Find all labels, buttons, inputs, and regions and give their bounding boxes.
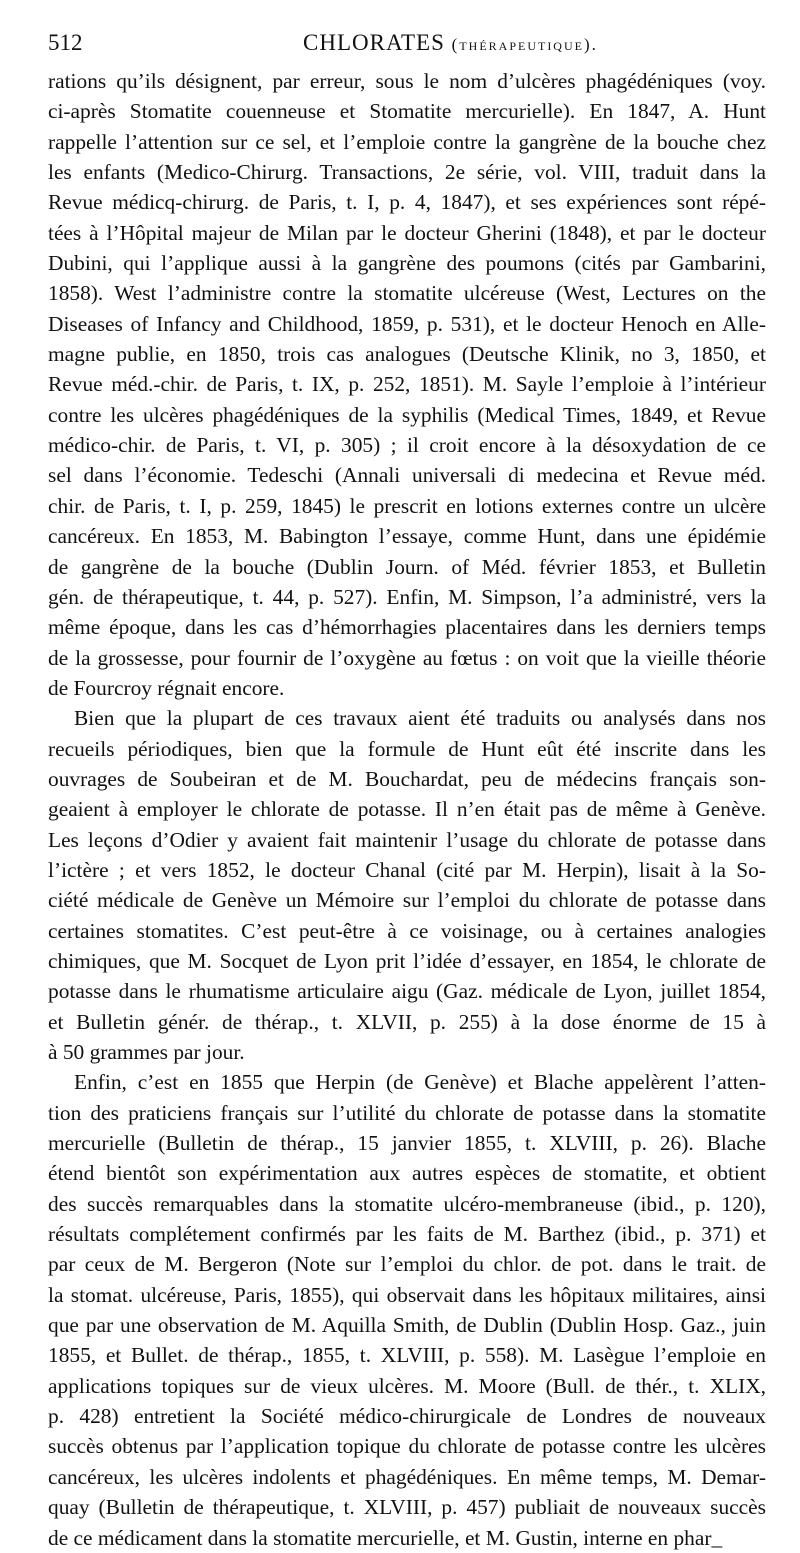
text-line: tion des praticiens français sur l’utilité du chlorate de potasse dans la stomatite: [48, 1100, 766, 1125]
text-line: des succès remarquables dans la stomatite ulcéro-membraneuse (ibid., p. 120),: [48, 1191, 766, 1216]
text-line: les enfants (Medico-Chirurg. Transactions, 2e série, vol. VIII, traduit dans la: [48, 160, 766, 185]
text-line: médico-chir. de Paris, t. VI, p. 305) ; il croit encore à la désoxydation de ce: [48, 433, 766, 458]
text-line: chir. de Paris, t. I, p. 259, 1845) le prescrit en lotions externes contre un ulcère: [48, 493, 766, 518]
body-text: [48, 66, 766, 1553]
text-line: rappelle l’attention sur ce sel, et l’emploie contre la gangrène de la bouche chez: [48, 129, 766, 154]
running-head: [48, 8, 764, 55]
text-line: même époque, dans les cas d’hémorrhagies placentaires dans les derniers temps: [48, 615, 766, 640]
text-line: résultats complétement confirmés par les faits de M. Barthez (ibid., p. 371) et: [48, 1222, 766, 1247]
text-line: recueils périodiques, bien que la formule de Hunt eût été inscrite dans les: [48, 736, 766, 761]
text-line: magne publie, en 1850, trois cas analogues (Deutsche Klinik, no 3, 1850, et: [48, 342, 766, 367]
page-number: 512: [48, 30, 83, 55]
text-line: ciété médicale de Genève un Mémoire sur l’emploi du chlorate de potasse dans: [48, 888, 766, 913]
paragraph: [48, 1067, 766, 1553]
text-line: Les leçons d’Odier y avaient fait maintenir l’usage du chlorate de potasse dans: [48, 827, 766, 852]
text-line: la stomat. ulcéreuse, Paris, 1855), qui observait dans les hôpitaux militaires, ainsi: [48, 1282, 766, 1307]
text-line: que par une observation de M. Aquilla Smith, de Dublin (Dublin Hosp. Gaz., juin: [48, 1313, 766, 1338]
text-line: Enfin, c’est en 1855 que Herpin (de Genève) et Blache appelèrent l’atten-: [74, 1070, 766, 1095]
text-line: ci-après Stomatite couenneuse et Stomatite mercurielle). En 1847, A. Hunt: [48, 99, 766, 124]
text-line: gén. de thérapeutique, t. 44, p. 527). Enfin, M. Simpson, l’a administré, vers la: [48, 584, 766, 609]
paragraph: [48, 703, 766, 1067]
text-line: Revue méd.-chir. de Paris, t. IX, p. 252, 1851). M. Sayle l’emploie à l’intérieur: [48, 372, 766, 397]
text-line: sel dans l’économie. Tedeschi (Annali universali di medecina et Revue méd.: [48, 463, 766, 488]
text-line: de gangrène de la bouche (Dublin Journ. of Méd. février 1853, et Bulletin: [48, 554, 766, 579]
text-line: de Fourcroy régnait encore.: [48, 675, 285, 700]
text-line: à 50 grammes par jour.: [48, 1040, 245, 1064]
running-title-subtitle: (thérapeutique).: [451, 35, 598, 54]
text-line: applications topiques sur de vieux ulcères. M. Moore (Bull. de thér., t. XLIX,: [48, 1373, 766, 1398]
text-line: contre les ulcères phagédéniques de la syphilis (Medical Times, 1849, et Revue: [48, 402, 766, 427]
text-line: chimiques, que M. Socquet de Lyon prit l’idée d’essayer, en 1854, le chlorate de: [48, 948, 766, 973]
text-line: 1858). West l’administre contre la stomatite ulcéreuse (West, Lectures on the: [48, 281, 766, 306]
text-line: rations qu’ils désignent, par erreur, sous le nom d’ulcères phagédéniques (voy.: [48, 69, 766, 93]
text-line: quay (Bulletin de thérapeutique, t. XLVIII, p. 457) publiait de nouveaux succès: [48, 1495, 766, 1520]
text-line: de ce médicament dans la stomatite mercurielle, et M. Gustin, interne en phar_: [48, 1525, 723, 1550]
text-line: tées à l’Hôpital majeur de Milan par le docteur Gherini (1848), et par le docteur: [48, 220, 766, 245]
text-line: et Bulletin génér. de thérap., t. XLVII, p. 255) à la dose énorme de 15 à: [48, 1009, 766, 1034]
text-line: 1855, et Bullet. de thérap., 1855, t. XLVIII, p. 558). M. Lasègue l’emploie en: [48, 1343, 766, 1368]
text-line: Bien que la plupart de ces travaux aient été traduits ou analysés dans nos: [74, 706, 766, 731]
text-line: potasse dans le rhumatisme articulaire aigu (Gaz. médicale de Lyon, juillet 1854,: [48, 979, 766, 1004]
text-line: mercurielle (Bulletin de thérap., 15 janvier 1855, t. XLVIII, p. 26). Blache: [48, 1131, 766, 1156]
text-line: succès obtenus par l’application topique du chlorate de potasse contre les ulcères: [48, 1434, 766, 1459]
text-line: ouvrages de Soubeiran et de M. Bouchardat, peu de médecins français son-: [48, 766, 766, 791]
text-line: certaines stomatites. C’est peut-être à ce voisinage, ou à certaines analogies: [48, 918, 766, 943]
text-line: geaient à employer le chlorate de potasse. Il n’en était pas de même à Genève.: [48, 797, 766, 822]
text-line: étend bientôt son expérimentation aux autres espèces de stomatite, et obtient: [48, 1161, 766, 1186]
running-title: [303, 30, 598, 58]
text-line: l’ictère ; et vers 1852, le docteur Chanal (cité par M. Herpin), lisait à la So-: [48, 857, 766, 882]
paragraph: [48, 66, 766, 703]
text-line: p. 428) entretient la Société médico-chirurgicale de Londres de nouveaux: [48, 1404, 766, 1429]
text-line: par ceux de M. Bergeron (Note sur l’emploi du chlor. de pot. dans le trait. de: [48, 1252, 766, 1277]
text-line: Dubini, qui l’applique aussi à la gangrène des poumons (cités par Gambarini,: [48, 251, 766, 276]
text-line: cancéreux, les ulcères indolents et phagédéniques. En même temps, M. Demar-: [48, 1464, 766, 1489]
text-line: cancéreux. En 1853, M. Babington l’essaye, comme Hunt, dans une épidémie: [48, 524, 766, 549]
text-line: Diseases of Infancy and Childhood, 1859, p. 531), et le docteur Henoch en Alle-: [48, 311, 766, 336]
running-title-main: CHLORATES: [303, 30, 445, 55]
text-line: de la grossesse, pour fournir de l’oxygène au fœtus : on voit que la vieille théorie: [48, 645, 766, 670]
text-line: Revue médicq-chirurg. de Paris, t. I, p. 4, 1847), et ses expériences sont répé-: [48, 190, 766, 215]
